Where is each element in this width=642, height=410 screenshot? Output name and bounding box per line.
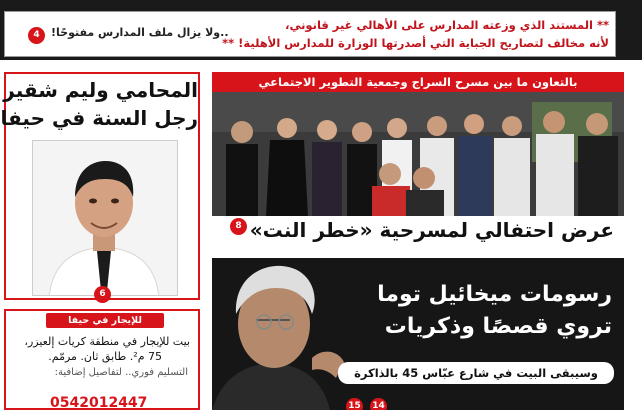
lawyer-portrait [32,140,178,296]
rent-description-line3: التسليم فوري.. لتفاصيل إضافية: [54,367,188,378]
page-number-badge: 4 [28,27,45,44]
portrait-illustration [32,141,177,296]
rent-phone[interactable]: 0542012447 [50,395,148,410]
rent-classified[interactable] [4,309,200,410]
artist-portrait [212,258,382,410]
lawyer-headline-line1: المحامي وليم شقير [3,78,198,102]
lawyer-story[interactable] [0,72,200,300]
drawings-subheadline: وسيبقى البيت في شارع عبّاس 45 بالذاكرة [338,362,614,384]
lead-banner-box [4,11,616,57]
page-number-badge: 14 [370,398,387,410]
lead-text-line2: لأنه مخالف لتصاريح الجباية التي أصدرتها الوزارة للمدارس الأهلية! ** [222,36,609,50]
rent-header: للإيجار في حيفا [46,313,164,328]
lead-banner[interactable] [0,10,642,60]
lead-quote: ..ولا يزال ملف المدارس مفتوحًا! [51,26,229,39]
drawings-headline-line2: تروي قصصًا وذكريات [384,314,612,339]
page-number-badge: 15 [346,398,363,410]
page-number-badge: 8 [230,218,247,235]
theater-group-photo [212,92,624,216]
group-photo-illustration [212,92,624,216]
theater-headline: عرض احتفالي لمسرحية «خطر النت» [249,218,614,242]
page-number-badge: 6 [94,286,111,303]
rent-description-line2: 75 م². طابق ثان. مرمّم. [48,350,162,363]
lead-text-line1: ** المستند الذي وزعته المدارس على الأهالي غير قانوني، [285,18,609,32]
top-strip [0,0,642,10]
drawings-headline-line1: رسومات ميخائيل توما [377,282,612,307]
drawings-story[interactable] [212,258,624,410]
theater-kicker: بالتعاون ما بين مسرح السراج وجمعية التطوير الاجتماعي [212,72,624,92]
rent-description-line1: بيت للإيجار في منطقة كريات إلعيزر، [24,335,190,348]
lawyer-headline-line2: رجل السنة في حيفا [0,106,198,130]
theater-story[interactable] [212,72,624,248]
